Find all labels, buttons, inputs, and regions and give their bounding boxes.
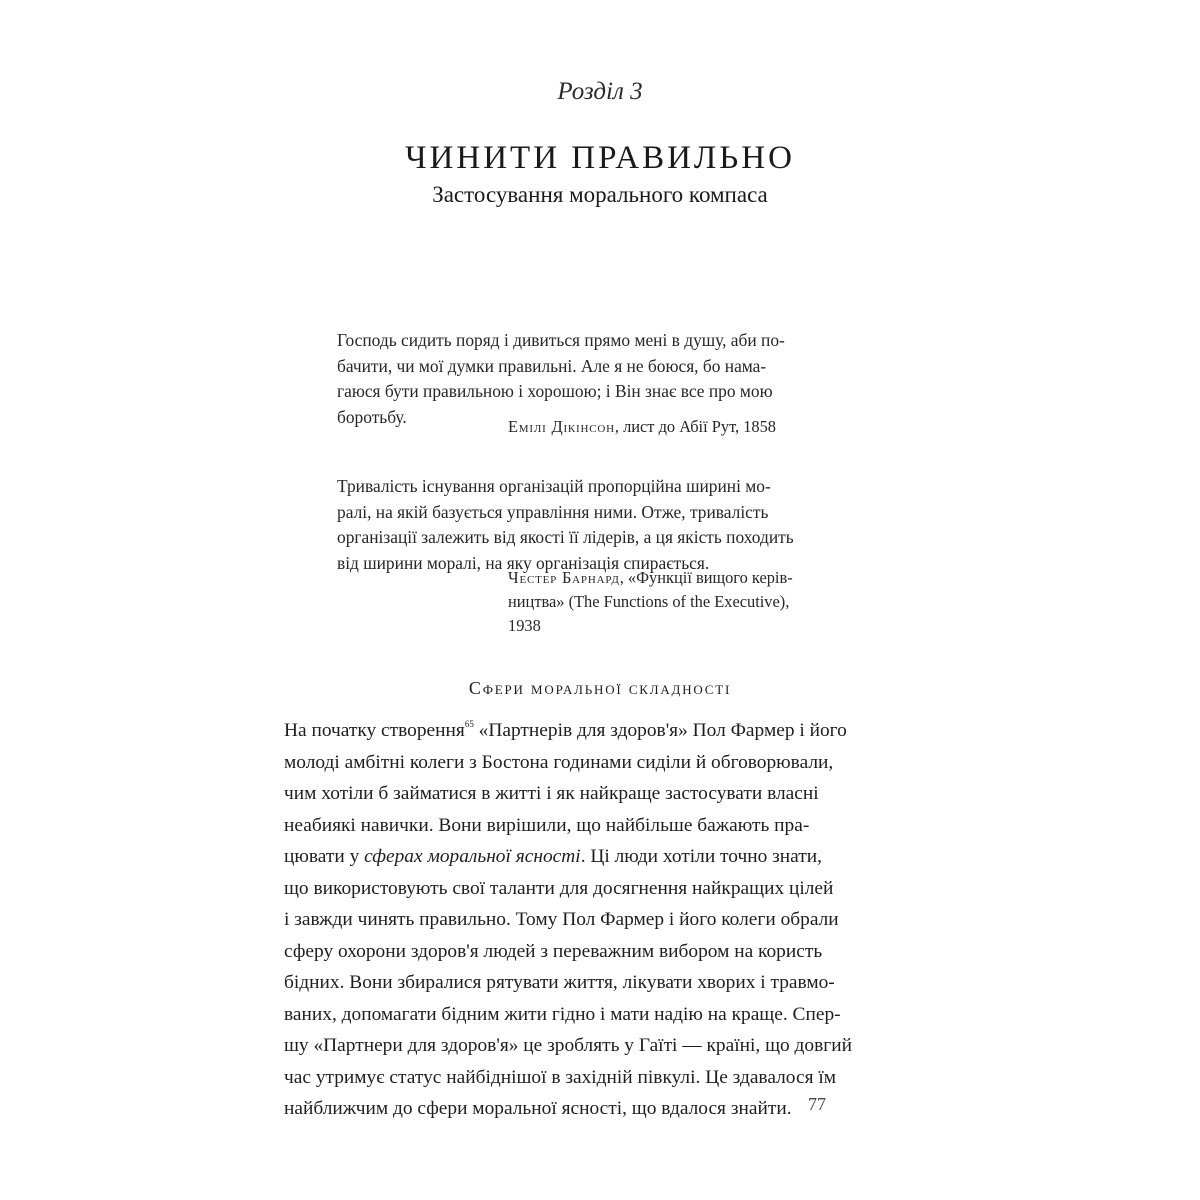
chapter-subtitle: Застосування морального компаса — [432, 182, 768, 207]
footnote-marker[interactable]: 65 — [464, 719, 474, 729]
epigraph-line: боротьбу. — [337, 406, 407, 427]
chapter-title: ЧИНИТИ ПРАВИЛЬНО — [405, 140, 795, 176]
epigraph-author: Честер Барнард — [508, 568, 620, 587]
body-line: бідних. Вони збиралися рятувати життя, лікувати хворих і травмо- — [284, 972, 835, 993]
epigraph-source: 1938 — [508, 616, 541, 635]
body-text-run: цювати у — [284, 846, 365, 867]
body-line — [284, 841, 884, 873]
body-text-run: На початку створення — [284, 720, 465, 741]
epigraph-2 — [337, 474, 842, 576]
body-line: неабиякі навички. Вони вирішили, що найбільше бажають пра- — [284, 814, 810, 836]
body-line: шу «Партнери для здоров'я» це зроблять у Гаїті — країні, що довгий — [284, 1035, 852, 1056]
body-line: що використовують свої таланти для досягнення найкращих цілей — [284, 877, 834, 899]
body-text-run: . Ці люди хотіли точно знати, — [580, 846, 822, 867]
epigraph-line: організації залежить від якості її лідерів, а ця якість походить — [337, 527, 794, 547]
epigraph-source: , лист до Абії Рут, 1858 — [614, 417, 776, 436]
epigraph-line: гаюся бути правильною і хорошою; і Він знає все про мою — [337, 381, 773, 401]
chapter-label: Розділ 3 — [557, 78, 643, 105]
body-line: чим хотіли б займатися в житті і як найкраще застосувати власні — [284, 783, 819, 804]
epigraph-line: бачити, чи мої думки правильні. Але я не боюся, бо нама- — [337, 355, 767, 376]
page-number: 77 — [808, 1094, 826, 1114]
epigraph-line: Господь сидить поряд і дивиться прямо мені в душу, аби по- — [337, 330, 785, 350]
epigraph-line: Тривалість існування організацій пропорційна ширині мо- — [337, 476, 771, 496]
epigraph-source: ництва» (The Functions of the Executive), — [508, 592, 790, 611]
epigraph-1-attribution — [508, 415, 776, 439]
body-line: молоді амбітні колеги з Бостона годинами сиділи й обговорювали, — [284, 751, 834, 773]
body-line: сферу охорони здоров'я людей з переважним вибором на користь — [284, 940, 823, 962]
section-heading: Сфери моральної складності — [468, 678, 732, 698]
epigraph-2-attribution — [508, 566, 793, 638]
body-paragraph — [284, 715, 884, 1125]
body-line — [284, 715, 884, 747]
body-text-run: «Партнерів для здоров'я» Пол Фармер і його — [473, 720, 847, 741]
epigraph-source: , «Функції вищого керів- — [619, 568, 793, 587]
epigraph-author: Емілі Дікінсон — [508, 417, 615, 436]
emphasis-text: сферах моральної ясності — [364, 846, 581, 867]
epigraph-line: ралі, на якій базується управління ними. Отже, тривалість — [337, 501, 769, 522]
body-line: час утримує статус найбіднішої в західній півкулі. Це здавалося їм — [284, 1066, 836, 1088]
body-line: і завжди чинять правильно. Тому Пол Фармер і його колеги обрали — [284, 909, 839, 930]
epigraph-line: від ширини моралі, на яку організація спирається. — [337, 552, 710, 573]
body-line: найближчим до сфери моральної ясності, що вдалося знайти. — [284, 1098, 792, 1119]
body-line: ваних, допомагати бідним жити гідно і мати надію на краще. Спер- — [284, 1003, 841, 1025]
